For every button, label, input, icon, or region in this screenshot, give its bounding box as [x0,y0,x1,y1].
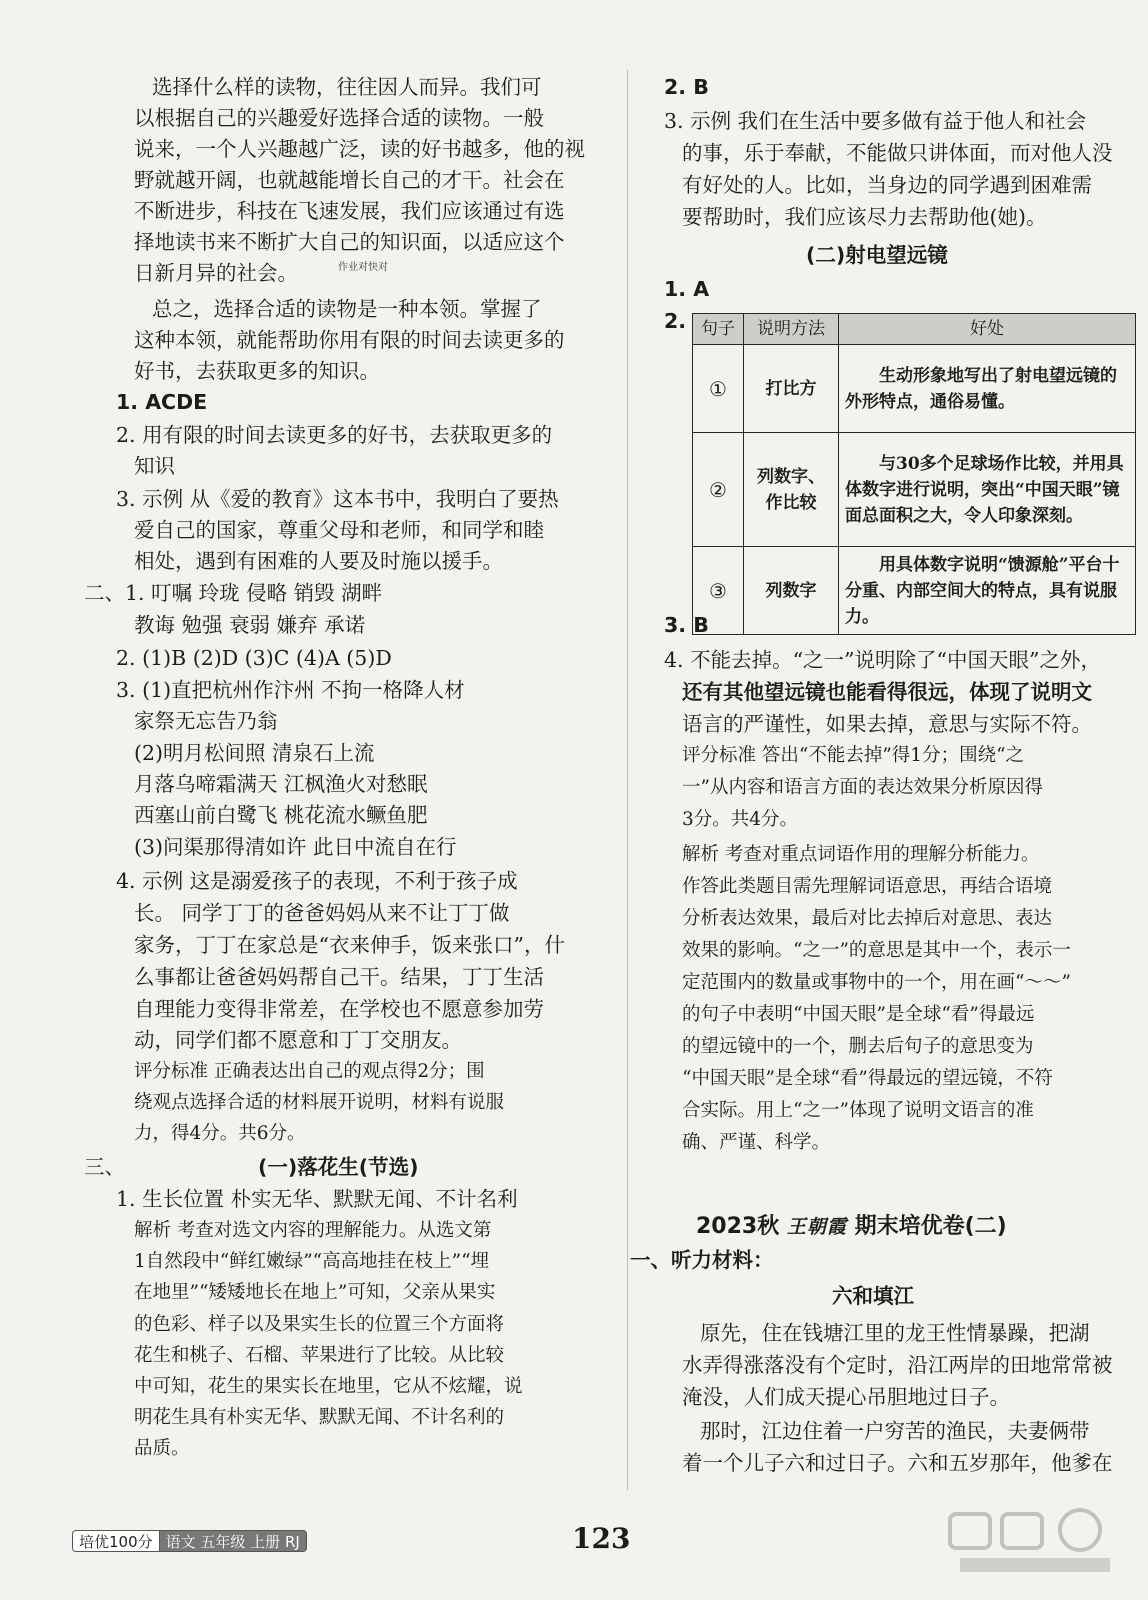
text-line: 3分。共4分。 [682,809,799,830]
section-3-label: 三、 [84,1155,125,1179]
table-cell: ③ [693,547,744,635]
text-line: 一”从内容和语言方面的表达效果分析原因得 [682,777,1043,798]
text-line: 日新月异的社会。 [134,261,298,285]
text-line: 动，同学们都不愿意和丁丁交朋友。 [134,1028,462,1052]
text-line: 西塞山前白鹭飞 桃花流水鳜鱼肥 [134,803,428,827]
brand-logo-text: 王朝霞 [786,1216,847,1238]
text-line: 作答此类题目需先理解词语意思，再结合语境 [682,876,1053,897]
text-line: 在地里”“矮矮地长在地上”可知，父亲从果实 [134,1282,496,1303]
table-row [693,433,1136,547]
page-number: 123 [572,1522,631,1555]
table-header: 句子 [693,314,744,345]
exam-title [696,1209,1007,1240]
text-line: 绕观点选择合适的材料展开说明，材料有说服 [134,1092,505,1113]
passage-q2: 2. B [664,75,709,99]
text-line: 还有其他望远镜也能看得很远，体现了说明文 [682,680,1092,704]
text-line: 这种本领，就能帮助你用有限的时间去读更多的 [134,328,565,352]
text-line: 选择什么样的读物，往往因人而异。我们可 [152,75,542,99]
text-line: 相处，遇到有困难的人要及时施以援手。 [134,549,503,573]
answer-2: 2. 用有限的时间去读更多的好书，去获取更多的 [116,423,553,447]
table-cell: ① [693,345,744,433]
text-line: 定范围内的数量或事物中的一个，用在画“～～” [682,972,1071,993]
passage-2-q4: 4. 不能去掉。“之一”说明除了“中国天眼”之外， [664,648,1101,672]
analysis: 解析 考查对选文内容的理解能力。从选文第 [134,1220,492,1241]
scoring-standard: 评分标准 答出“不能去掉”得1分；围绕“之 [682,745,1025,766]
text-line: 野就越开阔，也就越能增长自己的才干。社会在 [134,168,565,192]
passage-2-q2: 2. [664,309,687,333]
text-line: 不断进步，科技在飞速发展，我们应该通过有选 [134,199,565,223]
text-line: 以根据自己的兴趣爱好选择合适的读物。一般 [134,106,544,130]
text-line: 家务，丁丁在家总是“衣来伸手，饭来张口”，什 [134,933,565,957]
stamp-text: 作业对快对 [338,262,388,273]
text-line: 的事，乐于奉献，不能做只讲体面，而对他人没 [682,141,1113,165]
table-header: 好处 [839,314,1136,345]
table-cell: ② [693,433,744,547]
text-line: 合实际。用上“之一”体现了说明文语言的准 [682,1100,1034,1121]
text-line: 语言的严谨性，如果去掉，意思与实际不符。 [682,712,1092,736]
text-line: 要帮助时，我们应该尽力去帮助他(她)。 [682,205,1047,229]
passage-2-title: (二)射电望远镜 [806,243,948,267]
table-row [693,547,1136,635]
text-line: 自理能力变得非常差，在学校也不愿意参加劳 [134,997,544,1021]
text-line: 水弄得涨落没有个定时，沿江两岸的田地常常被 [682,1353,1113,1377]
scoring-standard: 评分标准 正确表达出自己的观点得2分；围 [134,1061,485,1082]
text-line: 的句子中表明“中国天眼”是全球“看”得最远 [682,1004,1035,1025]
text-line: 花生和桃子、石榴、苹果进行了比较。从比较 [134,1345,505,1366]
listening-heading: 一、听力材料： [630,1248,774,1272]
table-header: 说明方法 [744,314,839,345]
text-line: 择地读书来不断扩大自己的知识面，以适应这个 [134,230,565,254]
section-2-q2: 2. (1)B (2)D (3)C (4)A (5)D [116,646,392,670]
text-line: 分析表达效果，最后对比去掉后对意思、表达 [682,908,1053,929]
text-line: 教诲 勉强 衰弱 嫌弃 承诺 [134,613,366,637]
text-line: 着一个儿子六和过日子。六和五岁那年，他爹在 [682,1451,1113,1475]
book-tag-series: 培优100分 [72,1530,160,1552]
section-2-q1: 二、1. 叮嘱 玲珑 侵略 销毁 湖畔 [84,581,383,605]
book-tag [72,1530,307,1552]
exam-title-prefix: 2023秋 [696,1214,780,1239]
text-line: “中国天眼”是全球“看”得最远的望远镜，不符 [682,1068,1053,1089]
section-2-q3: 3. (1)直把杭州作汴州 不拘一格降人材 [116,678,465,702]
text-line: (3)问渠那得清如许 此日中流自在行 [134,835,457,859]
text-line: (2)明月松间照 清泉石上流 [134,741,375,765]
text-line: 品质。 [134,1438,190,1459]
passage-q3: 3. 示例 我们在生活中要多做有益于他人和社会 [664,109,1087,133]
column-divider [627,70,628,1490]
table-row [693,345,1136,433]
answer-3: 3. 示例 从《爱的教育》这本书中，我明白了要热 [116,487,559,511]
text-line: 1自然段中“鲜红嫩绿”“高高地挂在枝上”“埋 [134,1251,490,1272]
analysis: 解析 考查对重点词语作用的理解分析能力。 [682,844,1040,865]
text-line: 么事都让爸爸妈妈帮自己干。结果，丁丁生活 [134,965,544,989]
table-cell: 与30多个足球场作比较，并用具体数字进行说明，突出“中国天眼”镜面总面积之大，令人印象深刻。 [839,433,1136,547]
answer-1: 1. ACDE [116,390,208,414]
text-line: 的色彩、样子以及果实生长的位置三个方面将 [134,1314,505,1335]
text-line: 总之，选择合适的读物是一种本领。掌握了 [152,297,542,321]
passage-2-q3: 3. B [664,613,709,637]
text-line: 爱自己的国家，尊重父母和老师，和同学和睦 [134,518,544,542]
text-line: 力，得4分。共6分。 [134,1123,306,1144]
text-line: 效果的影响。“之一”的意思是其中一个，表示一 [682,940,1071,961]
text-line: 家祭无忘告乃翁 [134,709,278,733]
passage-2-q1: 1. A [664,277,710,301]
text-line: 原先，住在钱塘江里的龙王性情暴躁，把湖 [700,1321,1090,1345]
text-line: 中可知，花生的果实长在地里，它从不炫耀，说 [134,1376,523,1397]
text-line: 说来，一个人兴趣越广泛，读的好书越多，他的视 [134,137,585,161]
listening-title: 六和填江 [832,1284,914,1308]
watermark-logo [930,1500,1130,1580]
text-line: 那时，江边住着一户穷苦的渔民，夫妻俩带 [700,1419,1090,1443]
text-line: 月落乌啼霜满天 江枫渔火对愁眠 [134,772,428,796]
text-line: 淹没，人们成天提心吊胆地过日子。 [682,1385,1010,1409]
section-2-q4: 4. 示例 这是溺爱孩子的表现，不利于孩子成 [116,869,518,893]
passage-1-title: (一)落花生(节选) [258,1155,419,1179]
text-line: 长。 同学丁丁的爸爸妈妈从来不让丁丁做 [134,901,510,925]
text-line: 有好处的人。比如，当身边的同学遇到困难需 [682,173,1092,197]
book-tag-subject: 语文 五年级 上册 RJ [160,1530,307,1552]
text-line: 明花生具有朴实无华、默默无闻、不计名利的 [134,1407,505,1428]
table-cell: 用具体数字说明“馈源舱”平台十分重、内部空间大的特点，具有说服力。 [839,547,1136,635]
table-cell: 列数字 [744,547,839,635]
text-line: 确、严谨、科学。 [682,1132,831,1153]
exam-title-suffix: 期末培优卷(二) [854,1214,1007,1239]
table-cell: 生动形象地写出了射电望远镜的外形特点，通俗易懂。 [839,345,1136,433]
table-cell: 打比方 [744,345,839,433]
text-line: 好书，去获取更多的知识。 [134,359,380,383]
text-line: 的望远镜中的一个，删去后句子的意思变为 [682,1036,1034,1057]
table-cell: 列数字、作比较 [744,433,839,547]
section-3-q1: 1. 生长位置 朴实无华、默默无闻、不计名利 [116,1187,518,1211]
text-line: 知识 [134,454,175,478]
answer-table [692,313,1136,635]
